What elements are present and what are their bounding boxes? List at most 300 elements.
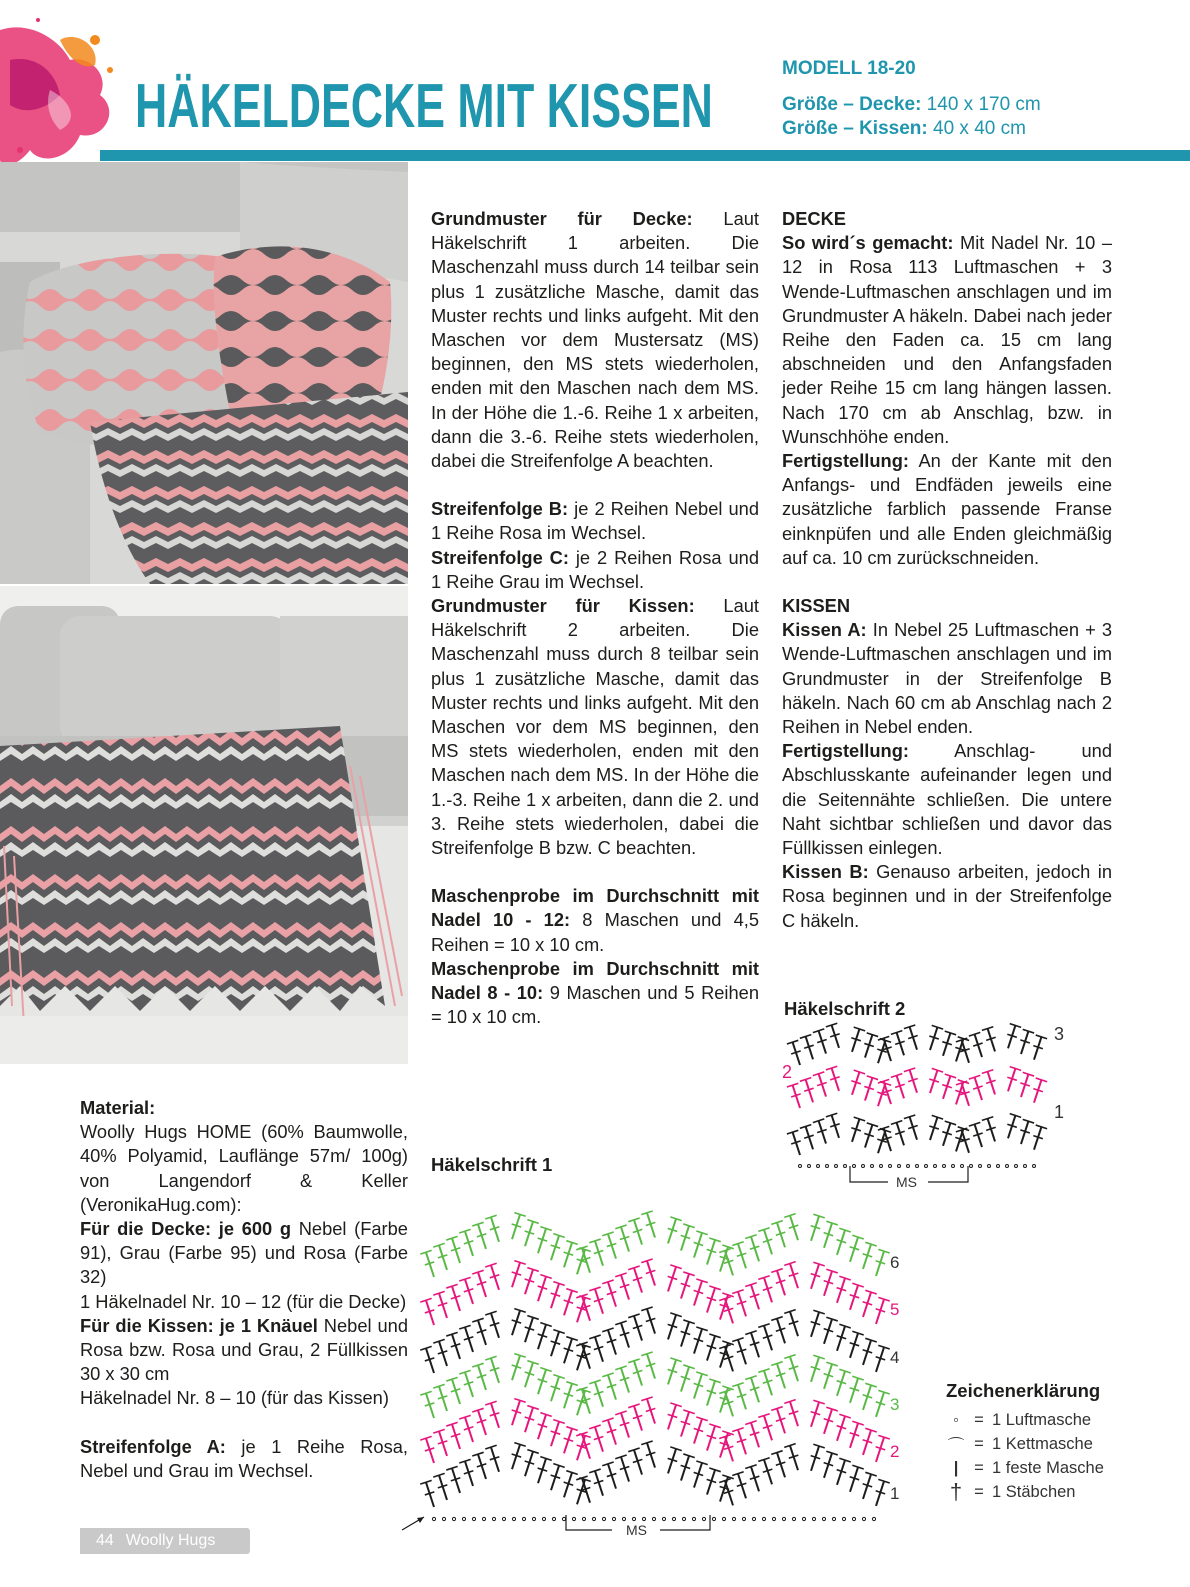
stitch-symbol — [850, 1331, 864, 1358]
stitch-symbol — [719, 1297, 733, 1324]
kissen-heading: KISSEN — [782, 595, 851, 617]
ms-bracket-left — [850, 1166, 888, 1182]
chain-stitch-dot — [562, 1517, 565, 1520]
legend-item: ◦ = 1 Luftmasche — [946, 1408, 1104, 1432]
chain-stitch-dot — [934, 1165, 937, 1168]
stitch-symbol — [864, 1123, 878, 1148]
stitch-symbol — [641, 1307, 655, 1334]
stitch-symbol — [668, 1265, 682, 1292]
stitch-symbol — [891, 1031, 905, 1056]
stitch-symbol — [771, 1362, 785, 1389]
stitch-symbol — [956, 1128, 970, 1153]
chain-stitch-dot — [862, 1517, 865, 1520]
magazine-name: Woolly Hugs — [125, 1532, 216, 1549]
stitch-symbol — [863, 1290, 877, 1317]
stitch-symbol — [459, 1459, 473, 1486]
chain-stitch-dot — [872, 1517, 875, 1520]
stitch-symbol — [641, 1441, 655, 1468]
stitch-symbol — [904, 1115, 918, 1140]
stitch-symbol — [824, 1451, 838, 1478]
stitch-symbol — [589, 1239, 603, 1266]
stitch-symbol — [745, 1465, 759, 1492]
stitch-symbol — [969, 1122, 983, 1147]
stitch-symbol — [420, 1480, 434, 1507]
stitch-symbol — [433, 1291, 447, 1318]
stitch-symbol — [628, 1266, 642, 1293]
stitch-symbol — [485, 1263, 499, 1290]
stitch-symbol — [681, 1454, 695, 1481]
stitch-symbol — [929, 1068, 943, 1093]
stitch-symbol — [813, 1072, 827, 1097]
chain-stitch-dot — [1033, 1165, 1036, 1168]
decke-method-paragraph: So wird´s gemacht: Mit Nadel Nr. 10 – 12 in Rosa 113 Luftmaschen + 3 Wende-Luftmaschen anschlagen und im Grundmuster A häkeln. Dabei nach jeder Reihe den Faden ca. 15 cm lang abschneiden und den Anfangsfaden jeder Reihe 15 cm lang hängen lassen. Nach 170 cm ab Anschlag, bzw. in Wunschhöhe enden. — [782, 232, 1112, 447]
stitch-symbol — [472, 1270, 486, 1297]
stitch-symbol — [719, 1435, 733, 1462]
chain-stitch-dot — [871, 1165, 874, 1168]
chain-stitch-dot — [512, 1517, 515, 1520]
stitch-symbol — [694, 1417, 708, 1444]
chain-stitch-dot — [622, 1517, 625, 1520]
stitch-symbol — [942, 1031, 956, 1056]
stitch-symbol — [446, 1377, 460, 1404]
chain-stitch-dot — [592, 1517, 595, 1520]
stitch-symbol — [525, 1316, 539, 1343]
stitch-symbol — [538, 1227, 552, 1254]
stitch-symbol — [512, 1309, 526, 1336]
stitch-symbol — [472, 1363, 486, 1390]
ms-label: MS — [896, 1174, 917, 1190]
stitch-symbol — [745, 1421, 759, 1448]
chain-stitch-dot — [889, 1165, 892, 1168]
stitch-symbol — [485, 1356, 499, 1383]
stitch-symbol — [784, 1214, 798, 1241]
chain-stitch-dot — [880, 1165, 883, 1168]
stitch-symbol — [459, 1415, 473, 1442]
stitch-symbol — [784, 1262, 798, 1289]
stitch-symbol — [433, 1339, 447, 1366]
crochet-chart-1 — [400, 1185, 920, 1565]
chain-stitch-dot — [522, 1517, 525, 1520]
stitch-symbol — [1033, 1035, 1047, 1060]
stitch-symbol — [538, 1457, 552, 1484]
stitch-symbol — [472, 1318, 486, 1345]
stitch-symbol — [837, 1458, 851, 1485]
model-number: MODELL 18-20 — [782, 58, 916, 79]
stitch-symbol — [512, 1213, 526, 1240]
stitch-symbol — [732, 1428, 746, 1455]
chain-stitch-dot — [826, 1165, 829, 1168]
stitch-symbol — [420, 1250, 434, 1277]
stitch-symbol — [538, 1275, 552, 1302]
stitch-symbol — [1020, 1072, 1034, 1097]
stitch-symbol — [589, 1469, 603, 1496]
stitch-symbol — [771, 1221, 785, 1248]
chain-stitch-dot — [762, 1517, 765, 1520]
material-section — [80, 1096, 408, 1483]
stitch-symbol — [512, 1399, 526, 1426]
stitch-symbol — [758, 1324, 772, 1351]
chain-stitch-dot — [943, 1165, 946, 1168]
stitch-symbol — [564, 1337, 578, 1364]
chain-stitch-dot — [853, 1165, 856, 1168]
chain-stitch-dot — [462, 1517, 465, 1520]
stitch-symbol — [904, 1068, 918, 1093]
stitch-symbol — [641, 1259, 655, 1286]
stitch-symbol — [813, 1119, 827, 1144]
stitch-symbol — [904, 1025, 918, 1050]
stitch-symbol — [525, 1361, 539, 1388]
stitch-symbol — [876, 1390, 890, 1417]
stitch-symbol — [824, 1221, 838, 1248]
stitch-symbol — [668, 1403, 682, 1430]
chain-stitch-dot — [988, 1165, 991, 1168]
stitch-symbol — [694, 1279, 708, 1306]
stripe-c-paragraph: Streifenfolge C: je 2 Reihen Rosa und 1 Reihe Grau im Wechsel. — [431, 546, 759, 592]
stitch-symbol — [538, 1413, 552, 1440]
ms-bracket-right — [928, 1166, 968, 1182]
stitch-symbol — [641, 1211, 655, 1238]
stitch-symbol — [551, 1234, 565, 1261]
stitch-symbol — [942, 1121, 956, 1146]
chain-stitch-dot — [542, 1517, 545, 1520]
chain-stitch-dot — [502, 1517, 505, 1520]
decke-heading: DECKE — [782, 208, 846, 229]
stitch-symbol — [707, 1238, 721, 1265]
stitch-symbol — [472, 1408, 486, 1435]
material-needle-pillow: Häkelnadel Nr. 8 – 10 (für das Kissen) — [80, 1387, 389, 1409]
chart-2-row-label: 3 — [1054, 1024, 1065, 1044]
stitch-symbol — [850, 1235, 864, 1262]
stitch-symbol — [668, 1447, 682, 1474]
stitch-symbol — [485, 1311, 499, 1338]
chart-1-row-label: 6 — [890, 1253, 900, 1272]
stitch-symbol — [1033, 1125, 1047, 1150]
stitch-symbol — [719, 1249, 733, 1276]
material-yarn-text: Woolly Hugs HOME (60% Baumwolle, 40% Polyamid, Lauflänge 57m/ 100g) von Langendorf & Keller (VeronikaHug.com): — [80, 1121, 408, 1215]
chain-stitch-dot — [817, 1165, 820, 1168]
chain-stitch-dot — [732, 1517, 735, 1520]
stitch-symbol — [602, 1280, 616, 1307]
stitch-symbol — [824, 1317, 838, 1344]
stitch-symbol — [433, 1384, 447, 1411]
symbol-legend — [946, 1380, 1104, 1504]
stitch-symbol — [564, 1427, 578, 1454]
stitch-symbol — [811, 1214, 825, 1241]
chain-stitch-dot — [722, 1517, 725, 1520]
stripe-a-paragraph: Streifenfolge A: je 1 Reihe Rosa, Nebel und Grau im Wechsel. — [80, 1435, 408, 1481]
stitch-symbol — [758, 1414, 772, 1441]
stitch-symbol — [800, 1125, 814, 1150]
stitch-symbol — [628, 1218, 642, 1245]
stitch-symbol — [863, 1338, 877, 1365]
stitch-symbol — [433, 1429, 447, 1456]
material-heading: Material: — [80, 1097, 156, 1118]
stitch-symbol — [602, 1462, 616, 1489]
stitch-symbol — [787, 1130, 801, 1155]
header-accent-bar — [100, 150, 1190, 161]
gauge-2-paragraph: Maschenprobe im Durchschnitt mit Nadel 8 - 10: 9 Maschen und 5 Reihen = 10 x 10 cm. — [431, 957, 760, 1028]
stitch-symbol — [512, 1443, 526, 1470]
stitch-symbol — [758, 1228, 772, 1255]
stitch-symbol — [538, 1368, 552, 1395]
stitch-symbol — [837, 1414, 851, 1441]
chain-stitch-dot — [642, 1517, 645, 1520]
stitch-symbol — [732, 1290, 746, 1317]
stitch-symbol — [982, 1070, 996, 1095]
stitch-symbol — [1007, 1024, 1021, 1049]
stitch-symbol — [864, 1033, 878, 1058]
chain-stitch-dot — [898, 1165, 901, 1168]
size-blanket: Größe – Decke: 140 x 170 cm — [782, 94, 1041, 115]
stitch-symbol — [811, 1444, 825, 1471]
stitch-symbol — [863, 1242, 877, 1269]
chain-stitch-dot — [682, 1517, 685, 1520]
chain-stitch-dot — [442, 1517, 445, 1520]
stitch-symbol — [564, 1382, 578, 1409]
stitch-symbol — [969, 1075, 983, 1100]
chain-stitch-dot — [672, 1517, 675, 1520]
stitch-symbol — [551, 1420, 565, 1447]
stitch-symbol — [564, 1289, 578, 1316]
chain-stitch-icon: ◦ — [953, 1410, 959, 1429]
material-pillow-yarn: Für die Kissen: je 1 Knäuel Nebel und Rosa bzw. Rosa und Grau, 2 Füllkissen 30 x 30 cm — [80, 1314, 408, 1385]
chain-stitch-dot — [602, 1517, 605, 1520]
stitch-symbol — [602, 1418, 616, 1445]
stitch-symbol — [420, 1391, 434, 1418]
chain-stitch-dot — [532, 1517, 535, 1520]
stitch-symbol — [694, 1327, 708, 1354]
stitch-symbol — [668, 1358, 682, 1385]
stitch-symbol — [784, 1444, 798, 1471]
stitch-symbol — [551, 1375, 565, 1402]
stitch-symbol — [628, 1448, 642, 1475]
stitch-symbol — [589, 1335, 603, 1362]
chain-stitch-dot — [692, 1517, 695, 1520]
single-crochet-icon: | — [953, 1458, 959, 1477]
chain-stitch-dot — [916, 1165, 919, 1168]
stitch-symbol — [420, 1346, 434, 1373]
chain-stitch-dot — [432, 1517, 435, 1520]
stitch-symbol — [771, 1407, 785, 1434]
chain-stitch-dot — [925, 1165, 928, 1168]
ms-label: MS — [626, 1522, 647, 1538]
chain-stitch-dot — [612, 1517, 615, 1520]
stitch-symbol — [851, 1027, 865, 1052]
stitch-symbol — [758, 1276, 772, 1303]
stitch-symbol — [628, 1404, 642, 1431]
stitch-symbol — [850, 1376, 864, 1403]
stitch-symbol — [420, 1436, 434, 1463]
stitch-symbol — [446, 1422, 460, 1449]
chart-1-row-label: 1 — [890, 1484, 900, 1503]
stitch-symbol — [707, 1424, 721, 1451]
stitch-symbol — [758, 1369, 772, 1396]
stitch-symbol — [929, 1025, 943, 1050]
stitch-symbol — [551, 1330, 565, 1357]
stitch-symbol — [811, 1262, 825, 1289]
stitch-symbol — [719, 1479, 733, 1506]
chain-stitch-dot — [452, 1517, 455, 1520]
stitch-symbol — [956, 1038, 970, 1063]
size-pillow: Größe – Kissen: 40 x 40 cm — [782, 118, 1026, 139]
stitch-symbol — [784, 1400, 798, 1427]
chart-2-row-label: 1 — [1054, 1102, 1065, 1122]
stitch-symbol — [525, 1268, 539, 1295]
stitch-symbol — [826, 1023, 840, 1048]
material-blanket-yarn: Für die Decke: je 600 g Nebel (Farbe 91), Grau (Farbe 95) und Rosa (Farbe 32) — [80, 1218, 408, 1288]
chart-1-row-label: 4 — [890, 1348, 900, 1367]
stitch-symbol — [826, 1066, 840, 1091]
stitch-symbol — [564, 1471, 578, 1498]
chart-1-title: Häkelschrift 1 — [431, 1154, 553, 1175]
stitch-symbol — [745, 1283, 759, 1310]
stitch-symbol — [615, 1273, 629, 1300]
kissen-a-paragraph: Kissen A: In Nebel 25 Luftmaschen + 3 Wende-Luftmaschen anschlagen und im Grundmuster in der Streifenfolge B häkeln. Nach 60 cm ab Anschlag nach 2 Reihen in Nebel enden. — [782, 619, 1113, 738]
stitch-symbol — [956, 1081, 970, 1106]
chain-stitch-dot — [852, 1517, 855, 1520]
stitch-symbol — [745, 1376, 759, 1403]
stitch-symbol — [719, 1390, 733, 1417]
stitch-symbol — [589, 1287, 603, 1314]
double-crochet-icon: † — [949, 1479, 963, 1504]
stitch-symbol — [876, 1345, 890, 1372]
stitch-symbol — [850, 1283, 864, 1310]
chain-stitch-dot — [702, 1517, 705, 1520]
chain-stitch-dot — [1015, 1165, 1018, 1168]
photo-blanket-on-sofa — [0, 586, 408, 1064]
crochet-chart-2 — [780, 1020, 1080, 1200]
chain-stitch-dot — [1006, 1165, 1009, 1168]
stitch-symbol — [719, 1345, 733, 1372]
kissen-finishing-paragraph: Fertigstellung: Anschlag- und Abschlusskante aufeinander legen und die Seitennähte schließen. Die untere Naht sichtbar schließen und davor das Füllkissen einlegen. — [782, 740, 1112, 859]
chain-stitch-dot — [782, 1517, 785, 1520]
gauge-1-paragraph: Maschenprobe im Durchschnitt mit Nadel 10 - 12: 8 Maschen und 4,5 Reihen = 10 x 10 cm. — [431, 885, 759, 955]
chain-stitch-dot — [742, 1517, 745, 1520]
stitch-symbol — [1020, 1119, 1034, 1144]
legend-item: † = 1 Stäbchen — [946, 1480, 1104, 1504]
stitch-symbol — [837, 1324, 851, 1351]
stitch-symbol — [615, 1411, 629, 1438]
stitch-symbol — [824, 1407, 838, 1434]
stitch-symbol — [420, 1298, 434, 1325]
stitch-symbol — [707, 1334, 721, 1361]
stitch-symbol — [864, 1076, 878, 1101]
stitch-symbol — [433, 1243, 447, 1270]
stitch-symbol — [745, 1235, 759, 1262]
stitch-symbol — [1007, 1067, 1021, 1092]
stitch-symbol — [771, 1269, 785, 1296]
page-number: 44 — [96, 1532, 114, 1549]
stitch-symbol — [538, 1323, 552, 1350]
stitch-symbol — [837, 1369, 851, 1396]
instructions-right-column — [782, 207, 1112, 933]
stitch-symbol — [732, 1242, 746, 1269]
stitch-symbol — [433, 1473, 447, 1500]
stitch-symbol — [800, 1035, 814, 1060]
material-needle-blanket: 1 Häkelnadel Nr. 10 – 12 (für die Decke) — [80, 1290, 407, 1312]
stitch-symbol — [707, 1379, 721, 1406]
chain-stitch-dot — [632, 1517, 635, 1520]
stitch-symbol — [891, 1074, 905, 1099]
chain-stitch-dot — [792, 1517, 795, 1520]
stitch-symbol — [784, 1355, 798, 1382]
stitch-symbol — [876, 1249, 890, 1276]
paint-splash-decoration — [0, 0, 135, 175]
stitch-symbol — [459, 1370, 473, 1397]
stitch-symbol — [851, 1117, 865, 1142]
stitch-symbol — [472, 1222, 486, 1249]
stitch-symbol — [787, 1083, 801, 1108]
stitch-symbol — [485, 1401, 499, 1428]
stitch-symbol — [681, 1272, 695, 1299]
stitch-symbol — [615, 1225, 629, 1252]
stitch-symbol — [602, 1373, 616, 1400]
stitch-symbol — [512, 1261, 526, 1288]
stitch-symbol — [876, 1479, 890, 1506]
stitch-symbol — [641, 1352, 655, 1379]
stitch-symbol — [694, 1461, 708, 1488]
stitch-symbol — [784, 1310, 798, 1337]
stitch-symbol — [525, 1220, 539, 1247]
stitch-symbol — [641, 1397, 655, 1424]
stitch-symbol — [459, 1277, 473, 1304]
stitch-symbol — [602, 1232, 616, 1259]
stitch-symbol — [707, 1468, 721, 1495]
stitch-symbol — [525, 1450, 539, 1477]
stitch-symbol — [1020, 1029, 1034, 1054]
stitch-symbol — [589, 1425, 603, 1452]
stitch-symbol — [446, 1236, 460, 1263]
stitch-symbol — [446, 1332, 460, 1359]
stitch-symbol — [1033, 1078, 1047, 1103]
chain-stitch-dot — [862, 1165, 865, 1168]
kissen-b-paragraph: Kissen B: Genauso arbeiten, jedoch in Rosa beginnen und in der Streifenfolge C häkeln. — [782, 861, 1112, 931]
stitch-symbol — [615, 1321, 629, 1348]
chain-stitch-dot — [772, 1517, 775, 1520]
slip-stitch-icon: ⌒ — [947, 1437, 965, 1455]
pattern-blanket-paragraph: Grundmuster für Decke: Laut Häkelschrift 1 arbeiten. Die Maschenzahl muss durch 14 teilbar sein plus 1 zusätzliche Masche, damit das Muster rechts und links aufgeht. Mit den Maschen vor dem Mustersatz (MS) beginnen, den MS stets wiederholen, enden mit den Maschen nach dem MS. In der Höhe die 1.-6. Reihe 1 x arbeiten, dann die 3.-6. Reihe stets wiederholen, dabei die Streifenfolge A beachten. — [431, 208, 759, 472]
chain-stitch-dot — [472, 1517, 475, 1520]
stitch-symbol — [813, 1029, 827, 1054]
chain-stitch-dot — [812, 1517, 815, 1520]
stitch-symbol — [485, 1215, 499, 1242]
stitch-symbol — [446, 1284, 460, 1311]
stitch-symbol — [681, 1320, 695, 1347]
chart-1-row-label: 2 — [890, 1442, 900, 1461]
chain-stitch-dot — [582, 1517, 585, 1520]
chain-stitch-dot — [1024, 1165, 1027, 1168]
chain-stitch-dot — [907, 1165, 910, 1168]
stitch-symbol — [668, 1313, 682, 1340]
stripe-b-paragraph: Streifenfolge B: je 2 Reihen Nebel und 1 Reihe Rosa im Wechsel. — [431, 498, 759, 544]
chain-stitch-dot — [952, 1165, 955, 1168]
stitch-symbol — [668, 1217, 682, 1244]
legend-title: Zeichenerklärung — [946, 1380, 1101, 1401]
stitch-symbol — [525, 1406, 539, 1433]
stitch-symbol — [732, 1472, 746, 1499]
stitch-symbol — [863, 1472, 877, 1499]
stitch-symbol — [1007, 1114, 1021, 1139]
chain-stitch-dot — [844, 1165, 847, 1168]
stitch-symbol — [811, 1310, 825, 1337]
stitch-symbol — [459, 1325, 473, 1352]
chain-stitch-dot — [652, 1517, 655, 1520]
chain-stitch-dot — [842, 1517, 845, 1520]
chart-1-row-label: 5 — [890, 1300, 900, 1319]
stitch-symbol — [826, 1113, 840, 1138]
stitch-symbol — [771, 1317, 785, 1344]
stitch-symbol — [602, 1328, 616, 1355]
